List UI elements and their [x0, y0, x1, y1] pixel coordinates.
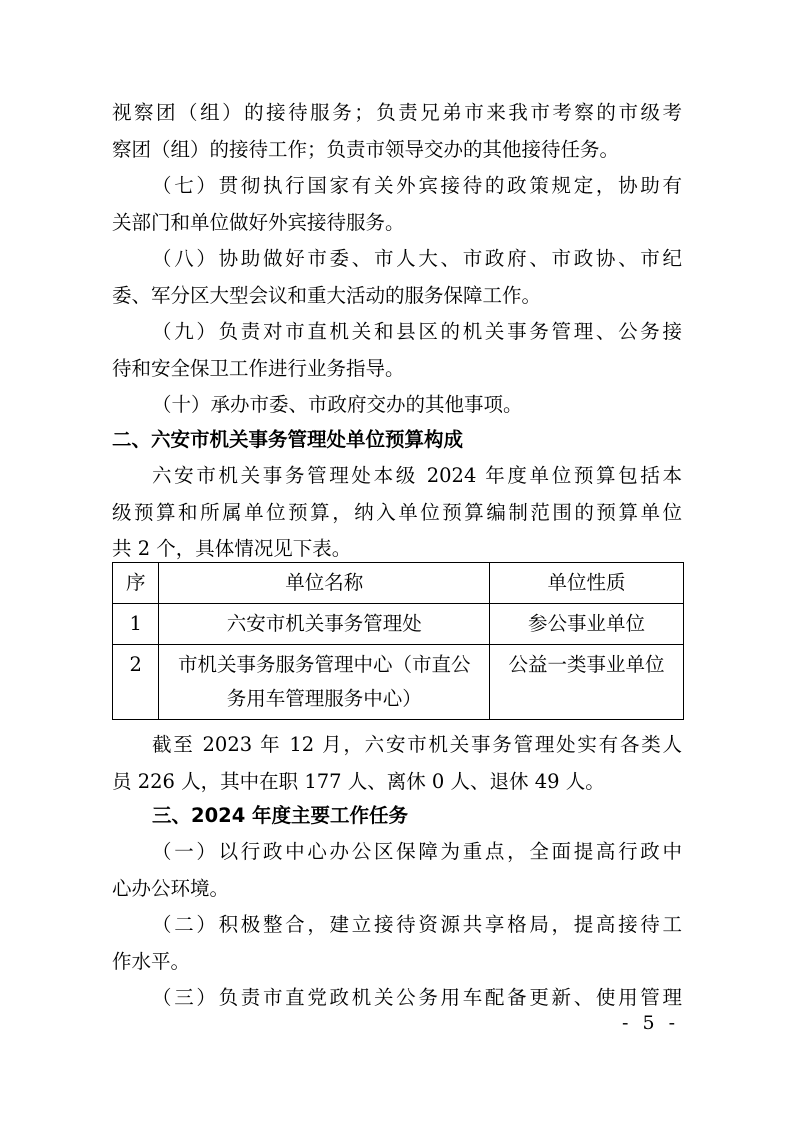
- table-row: [113, 645, 684, 720]
- text-line: （一）以行政中心办公区保障为重点，全面提高行政中: [152, 840, 682, 863]
- section-heading-3: 三、2024 年度主要工作任务: [152, 804, 409, 827]
- text-line: 员 226 人，其中在职 177 人、离休 0 人、退休 49 人。: [112, 769, 605, 793]
- text-line: （三）负责市直党政机关公务用车配备更新、使用管理: [152, 986, 682, 1009]
- text-line: 共 2 个，具体情况见下表。: [112, 537, 352, 560]
- text-line: （二）积极整合，建立接待资源共享格局，提高接待工: [152, 913, 682, 936]
- section-heading-2: 二、六安市机关事务管理处单位预算构成: [112, 428, 464, 451]
- table-header-no: 序: [113, 563, 159, 604]
- table-cell-name-line: 务用车管理服务中心）: [226, 687, 422, 710]
- text-line: 察团（组）的接待工作；负责市领导交办的其他接待任务。: [112, 137, 620, 161]
- text-line: （十）承办市委、市政府交办的其他事项。: [152, 393, 523, 416]
- text-line: （八）协助做好市委、市人大、市政府、市政协、市纪: [152, 247, 682, 270]
- table-cell-name-line: 市机关事务服务管理中心（市直公: [177, 653, 471, 676]
- table-header-unit-type: 单位性质: [489, 563, 683, 604]
- table-cell-type: 参公事业单位: [489, 604, 683, 645]
- text-line: 委、军分区大型会议和重大活动的服务保障工作。: [112, 283, 542, 307]
- page-number: - 5 -: [622, 1012, 680, 1034]
- table-cell-name: [159, 645, 490, 720]
- table-header-row: [113, 563, 684, 604]
- table-cell-no: 2: [113, 645, 159, 720]
- text-line: 截至 2023 年 12 月，六安市机关事务管理处实有各类人: [152, 733, 682, 756]
- text-line: 关部门和单位做好外宾接待服务。: [112, 210, 405, 234]
- budget-unit-table: [112, 562, 684, 720]
- text-line: （九）负责对市直机关和县区的机关事务管理、公务接: [152, 320, 682, 343]
- table-row: [113, 604, 684, 645]
- text-line: 作水平。: [112, 949, 191, 973]
- text-line: 心办公环境。: [112, 876, 230, 900]
- table-cell-no: 1: [113, 604, 159, 645]
- text-line: 待和安全保卫工作进行业务指导。: [112, 356, 405, 380]
- table-cell-name-line: 六安市机关事务管理处: [226, 612, 422, 635]
- table-header-unit-name: 单位名称: [159, 563, 490, 604]
- table-cell-name: [159, 604, 490, 645]
- text-line: 六安市机关事务管理处本级 2024 年度单位预算包括本: [152, 464, 682, 487]
- text-line: （七）贯彻执行国家有关外宾接待的政策规定，协助有: [152, 174, 682, 197]
- table-cell-type: 公益一类事业单位: [489, 645, 683, 720]
- text-line: 级预算和所属单位预算，纳入单位预算编制范围的预算单位: [112, 500, 682, 524]
- text-line: 视察团（组）的接待服务；负责兄弟市来我市考察的市级考: [112, 101, 682, 124]
